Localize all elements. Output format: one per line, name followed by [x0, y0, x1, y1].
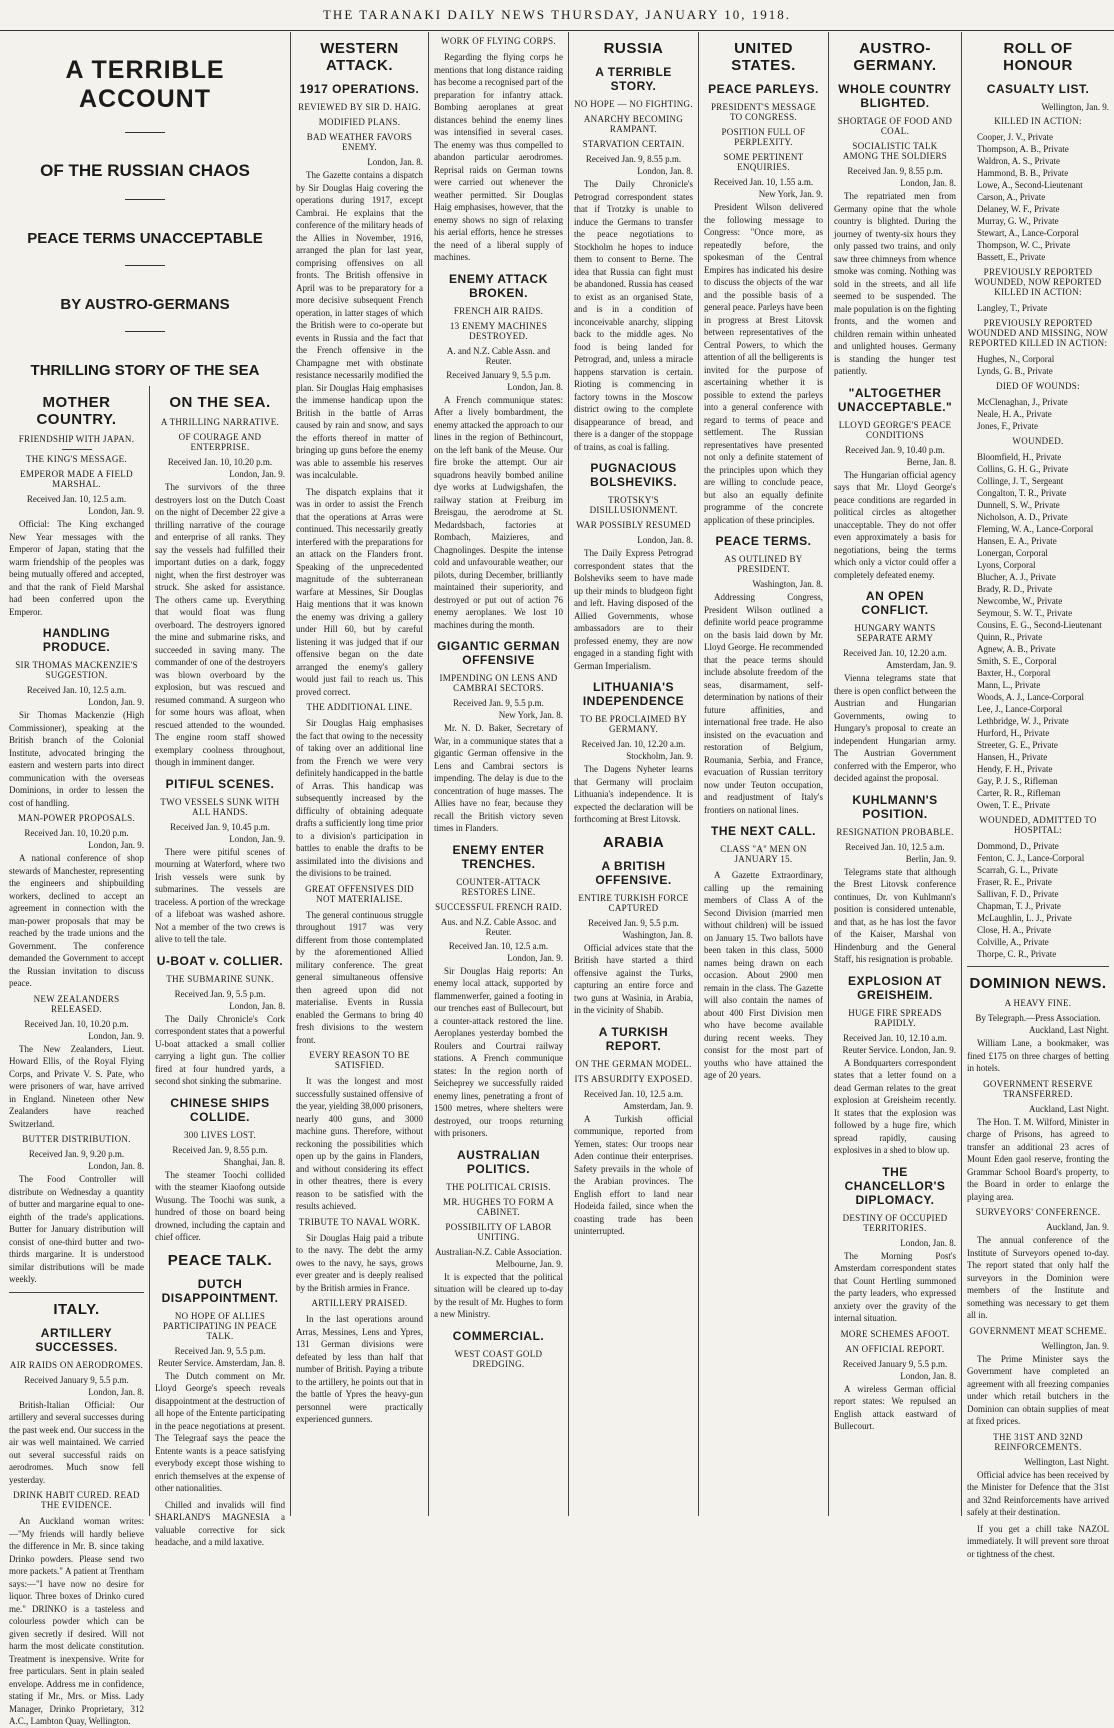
- place-line: Reuter Service. London, Jan. 9.: [842, 1044, 956, 1055]
- article-text: The New Zealanders, Lieut. Howard Ellis, of the Royal Flying Corps, and Private V. S. Pate, who were prisoners of war, have arrived in England. Nineteen other New Zealanders have reached Switzerland.: [9, 1043, 144, 1129]
- casualty-name: Carson, A., Private: [977, 192, 1046, 202]
- subheading: IMPENDING ON LENS AND CAMBRAI SECTORS.: [439, 673, 558, 693]
- dateline: Received January 9, 5.5 p.m.: [842, 1358, 948, 1369]
- names-list: [967, 131, 1109, 263]
- casualty-name: Hendy, F. H., Private: [977, 764, 1053, 774]
- article-text: Addressing Congress, President Wilson outlined a definite world peace programme on the basis laid down by Mr. Lloyd George. He recommended that the peace terms should include absolute freedom of the seas, disarmament, self-determination by nations of their future affinities, and international free trade. He also insisted on the evacuation and restoration of Belgium, Roumania, Serbia, and France, evacuation of Russian territory now under Teuton occupation, and readjustment of Italy's frontiers on national lines.: [704, 592, 823, 815]
- section-heading: CHINESE SHIPS COLLIDE.: [170, 1095, 270, 1124]
- article-text: Regarding the flying corps he mentions that long distance raiding has become a recognised part of the preparation for infantry attack. Bombing aeroplanes at great distances behind the enemy lines was intensified in several cases. The enemy was thus compelled to abandon particular aerodromes. Reprisal raids on German towns were carried out whenever the weather permitted. Sir Douglas Haig emphasises, however, that the enemy shows no sign of relaxing his aerial efforts, hence he stresses the need of a liberal supply of machines.: [434, 52, 563, 262]
- place-line: Amsterdam, Jan. 9.: [623, 1100, 693, 1111]
- subheading: AN OFFICIAL REPORT.: [845, 1343, 945, 1354]
- casualty-name: Gay, P. J. S., Rifleman: [977, 776, 1058, 786]
- subheading: GOVERNMENT RESERVE TRANSFERRED.: [983, 1078, 1093, 1099]
- casualty-name: Carter, R. R., Rifleman: [977, 788, 1061, 798]
- place-line: Washington, Jan. 8.: [622, 929, 693, 940]
- place-line: Auckland, Last Night.: [1029, 1025, 1109, 1035]
- casualty-name: Blucher, A. J., Private: [977, 572, 1056, 582]
- section-heading: ROLL OF HONOUR: [1003, 40, 1073, 74]
- casualty-name: Stewart, A., Lance-Corporal: [977, 228, 1079, 238]
- casualty-name: Jones, F., Private: [977, 421, 1039, 431]
- article-text: The Daily Chronicle's Petrograd correspondent states that if Trotzky is unable to induce the Germans to transfer the peace negotiations to Stockholm he hopes to induce them to consent to Berne. The idea that Russia can fight must be abandoned. Russia has ceased to exist as an organised State, and is in a condition of inconceivable anarchy, slipping back to the middle ages. No food is being landed for Petrograd, and, unless a miracle happens starvation is certain. Rioting is commencing in factory towns in the Moscow district owing to the complete disappearance of bread, and there is a danger of the stoppage of trains, as coal is falling.: [574, 179, 693, 452]
- advert-text: Chilled and invalids will find SHARLAND'S MAGNESIA a valuable corrective for sick headache, and a mild laxative.: [155, 1499, 285, 1547]
- subheading: SHORTAGE OF FOOD AND COAL.: [837, 116, 953, 136]
- subheading: BAD WEATHER FAVORS ENEMY.: [306, 132, 413, 152]
- place-line: London, Jan. 9.: [88, 506, 144, 516]
- subheading: AS OUTLINED BY PRESIDENT.: [724, 554, 803, 574]
- casualty-name: Thorpe, C. R., Private: [977, 949, 1057, 959]
- subheading: HUNGARY WANTS SEPARATE ARMY: [854, 623, 936, 643]
- subheading: AIR RAIDS ON AERODROMES.: [9, 1359, 144, 1370]
- column-russia: [568, 32, 698, 1516]
- article-text: A French communique states: After a lively bombardment, the enemy attacked the approach to our lines in the region of Bethincourt, on the left bank of the Meuse. Our fire broke the attempt. Our air squadrons heavily bombed aniline dye works at Ludwigshafen, the railway station at Freiburg im Breisgau, the aerodrome at St. Medardsbach, factories at Rombach, Maizieres, and Chagnolinges. Despite the intense cold and unfavourable weather, our pilots, during December, brilliantly maintained their superiority, and destroyed or put out of action 76 enemy aeroplanes. We lost 10 machines during the month.: [434, 394, 563, 630]
- subheading: POSITION FULL OF PERPLEXITY.: [721, 127, 806, 147]
- place-line: London, Jan. 9.: [88, 1030, 144, 1041]
- headline-3: PEACE TERMS UNACCEPTABLE: [27, 230, 263, 247]
- place-line: London, Jan. 9.: [507, 952, 563, 963]
- section-heading: "ALTOGETHER UNACCEPTABLE.": [837, 385, 953, 414]
- column-united-states: [698, 32, 828, 1516]
- section-heading: UNITED STATES.: [731, 40, 796, 74]
- subheading: THE POLITICAL CRISIS.: [446, 1181, 551, 1192]
- section-heading: A BRITISH OFFENSIVE.: [595, 858, 672, 887]
- casualty-name: Thompson, W. C., Private: [977, 240, 1071, 250]
- column-on-the-sea: [149, 386, 290, 1547]
- place-line: London, Jan. 9.: [88, 840, 144, 850]
- subheading: KILLED IN ACTION:: [994, 116, 1082, 126]
- subheading: MAN-POWER PROPOSALS.: [17, 813, 136, 823]
- place-line: London, Jan. 8.: [367, 157, 423, 167]
- place-line: New York, Jan. 8.: [498, 710, 563, 720]
- casualty-name: McClenaghan, J., Private: [977, 397, 1068, 407]
- subheading: THE 31ST AND 32ND REINFORCEMENTS.: [993, 1431, 1083, 1452]
- casualty-name: Hammond, B. B., Private: [977, 168, 1069, 178]
- subheading: ITS ABSURDITY EXPOSED.: [574, 1073, 693, 1084]
- casualty-name: Mann, L., Private: [977, 680, 1041, 690]
- column-western-attack: [290, 32, 428, 1516]
- section-heading: THE NEXT CALL.: [711, 824, 816, 838]
- article-text: The general continuous struggle throughout 1917 was very different from those contemplated by the aforementioned Allied military conference. The great general simultaneous offensive then agreed upon did not materialise. Events in Russia enabled the Germans to bring 40 fresh divisions to the western front.: [296, 909, 423, 1045]
- subheading: GREAT OFFENSIVES DID NOT MATERIALISE.: [305, 883, 414, 904]
- section-heading: LITHUANIA'S INDEPENDENCE: [582, 680, 685, 708]
- subheading: MODIFIED PLANS.: [318, 117, 401, 127]
- casualty-name: Lonergan, Corporal: [977, 548, 1048, 558]
- names-list: [967, 840, 1109, 960]
- dateline: Received Jan. 9, 10.40 p.m.: [845, 444, 945, 455]
- subheading: WEST COAST GOLD DREDGING.: [454, 1348, 543, 1369]
- place-line: London, Jan. 9.: [229, 833, 285, 844]
- subheading: 13 ENEMY MACHINES DESTROYED.: [449, 320, 548, 341]
- article-text: Sir Douglas Haig reports: An enemy local attack, supported by flammenwerfer, gained a footing in our trenches east of Bullecourt, but a counter-attack restored the line. Aeroplanes yesterday bombed the Roulers and Courtrai railway stations. A French communique states: In the region north of Seicheprey we successfully raided enemy lines, penetrating a front of 1500 metres, where shelters were destroyed, our troops returning with prisoners.: [434, 965, 563, 1138]
- subheading: SUCCESSFUL FRENCH RAID.: [435, 901, 562, 912]
- dateline: Received Jan. 10, 12.5 a.m.: [845, 841, 945, 852]
- dateline: Received Jan. 10, 12.5 a.m.: [448, 940, 549, 951]
- subheading: MORE SCHEMES AFOOT.: [840, 1328, 950, 1339]
- casualty-name: Lee, J., Lance-Corporal: [977, 704, 1063, 714]
- casualty-name: Scarrah, G. L., Private: [977, 865, 1058, 875]
- section-heading: DOMINION NEWS.: [969, 975, 1107, 992]
- casualty-name: Lowe, A., Second-Lieutenant: [977, 180, 1083, 190]
- names-list: [967, 353, 1109, 377]
- place-line: London, Jan. 8.: [637, 166, 693, 176]
- article-text: British-Italian Official: Our artillery and several successes during the past week end. Our success in the air was well maintained. We carried out several successful raids on aerodromes. Much snow fell yesterday.: [9, 1399, 144, 1485]
- casualty-name: Baxter, H., Corporal: [977, 668, 1051, 678]
- subheading: HUGE FIRE SPREADS RAPIDLY.: [848, 1007, 942, 1028]
- section-heading: GIGANTIC GERMAN OFFENSIVE: [437, 639, 560, 667]
- subheading: SOCIALISTIC TALK AMONG THE SOLDIERS: [842, 141, 948, 161]
- section-heading: CASUALTY LIST.: [986, 82, 1090, 96]
- place-line: Auckland, Jan. 9.: [1046, 1222, 1109, 1232]
- place-line: Reuter Service. Amsterdam, Jan. 8.: [158, 1357, 285, 1368]
- section-heading: PEACE TERMS.: [715, 534, 812, 548]
- place-line: New York, Jan. 9.: [758, 189, 823, 199]
- subheading: PREVIOUSLY REPORTED WOUNDED, NOW REPORTED KILLED IN ACTION:: [974, 267, 1102, 297]
- subheading: FRENCH AIR RAIDS.: [453, 305, 544, 316]
- casualty-name: Close, H. A., Private: [977, 925, 1052, 935]
- article-text: President Wilson delivered the following message to Congress: "Once more, as repeatedly before, the spokesman of the Central Empires has indicated his desire to discuss the objects of the war and the possible basis of a general peace. Parleys have been in progress at Brest Litovsk between representatives of the Central Powers, to which the attention of all the belligerents is invited for the purpose of ascertaining whether it is possible to extend the parleys into a general conference with regard to terms of peace and settlement. The Russian representatives have presented not only a definite statement of the principles upon which they are willing to conclude peace, but also an equally definite programme of the concrete application of these principles.: [704, 202, 823, 525]
- dateline: Received Jan. 9, 8.55 p.m.: [172, 1144, 268, 1155]
- place-line: London, Jan. 8.: [637, 535, 693, 545]
- dateline: Received Jan. 10, 1.55 a.m.: [713, 177, 814, 187]
- section-heading: COMMERCIAL.: [452, 1328, 545, 1343]
- subheading: THE ADDITIONAL LINE.: [306, 702, 413, 712]
- article-text: The Food Controller will distribute on Wednesday a quantity of butter and margarine equal to one-eighth of the trade's applications. Butter for January distribution will consist of one-third butter and two-thirds margarine. It is understood similar distributions will be made weekly.: [9, 1174, 144, 1284]
- subheading: GOVERNMENT MEAT SCHEME.: [969, 1325, 1107, 1336]
- casualty-name: Dommond, D., Private: [977, 841, 1059, 851]
- casualty-name: Langley, T., Private: [977, 303, 1048, 313]
- names-list: [967, 396, 1109, 432]
- section-heading: ENEMY ATTACK BROKEN.: [449, 271, 548, 300]
- subheading: ANARCHY BECOMING RAMPANT.: [583, 114, 684, 134]
- article-text: In the last operations around Arras, Messines, Lens and Ypres, 131 German divisions were defeated by less than half that number of British. Paying a tribute to the artillery, he points out that in the battle of Ypres the heavy-gun personnel were practically experienced gunners.: [296, 1314, 423, 1424]
- subheading: A THRILLING NARRATIVE.: [160, 417, 280, 427]
- names-list: [967, 302, 1109, 314]
- section-heading: ARABIA: [602, 833, 665, 851]
- place-line: London, Jan. 9.: [88, 697, 144, 707]
- article-text: A Bondquarters correspondent states that a letter found on a dead German relates to the great explosion at Greisheim recently. It states that the explosion was followed by a huge fire, which spread rapidly, causing explosives in a shed to blow up.: [834, 1057, 956, 1155]
- article-text: Official: The King exchanged New Year messages with the Emperor of Japan, stating that the warm friendship of the peoples was being mutually offered and accepted, and that the rank of Field Marshal had been conferred upon the Emperor.: [9, 519, 144, 617]
- subheading: EMPEROR MADE A FIELD MARSHAL.: [20, 469, 133, 489]
- subheading: WOUNDED, ADMITTED TO HOSPITAL:: [979, 815, 1097, 835]
- casualty-name: Cooper, J. V., Private: [977, 132, 1054, 142]
- article-text: The Gazette contains a dispatch by Sir Douglas Haig covering the operations during 1917, except Cambrai. He explains that the conference of the military heads of the Allies in November, 1916, arranged the plan for last year, comprising offensives on all fronts. The British offensive in April was to be preparatory for a more decisive subsequent French operation, in latter stages of which the British were to co-operate but events in Russia and the fact that the French offensive in the Champagne met with obstinate resistance necessarily modified the plan. Sir Douglas Haig emphasises the immense handicap upon the British in the battle of Arras caused by rain and snow, and says the efforts thereof in matter of bringing up guns before the enemy was able to assemble his reserves was incalculable.: [296, 170, 423, 480]
- casualty-name: Waldron, A. S., Private: [977, 156, 1061, 166]
- subheading: REVIEWED BY SIR D. HAIG.: [298, 102, 421, 112]
- casualty-name: Collins, G. H. G., Private: [977, 464, 1069, 474]
- article-text: A Turkish official communique, reported from Yemen, states: Our troops near Aden continue their enterprises. Safety prevails in the whole of the Arabian provinces. The English effort to land near Hodeida failed, since when the coasting trade has been uninterrupted.: [574, 1113, 693, 1236]
- casualty-name: Hansen, E. A., Private: [977, 536, 1057, 546]
- dateline: Received Jan. 9, 5.5 p.m.: [174, 1345, 266, 1356]
- credit-line: Australian-N.Z. Cable Association.: [435, 1246, 562, 1257]
- article-text: The survivors of the three destroyers lost on the Dutch Coast on the night of December 22 give a thrilling narrative of the courage and enterprise of all ranks. They say the vessels had fulfilled their important duties on a dark, foggy night, when the first destroyer was struck. She asked for assistance. The others came up. Everything that would float was flung overboard. The destroyers ignored the mine and submarine risks, and succeeded in saving many. The commander of one of the destroyers was blown overboard by the explosion, but was rescued and resumed command. A surgeon who for some hours was afloat, when rescued attended to the wounded. The engine room staff showed exemplary coolness throughout, though in imminent danger.: [155, 482, 285, 767]
- dateline: Received Jan. 10, 12.5 a.m.: [26, 685, 127, 695]
- subheading: MR. HUGHES TO FORM A CABINET.: [443, 1196, 554, 1217]
- article-text: William Lane, a bookmaker, was fined £175 on three charges of betting in hotels.: [967, 1038, 1109, 1073]
- dateline: Received January 9, 5.5 p.m.: [24, 1374, 129, 1385]
- casualty-name: Hughes, N., Corporal: [977, 354, 1055, 364]
- section-heading: ON THE SEA.: [169, 394, 271, 411]
- section-heading: PITIFUL SCENES.: [165, 776, 275, 791]
- casualty-name: Cousins, E. G., Second-Lieutenant: [977, 620, 1102, 630]
- dateline: Received Jan. 9, 8.55 p.m.: [847, 166, 943, 176]
- subheading: DIED OF WOUNDS:: [996, 381, 1080, 391]
- article-text: Official advices state that the British have started a third offensive against the Turks, capturing an entire force and two guns at Wasinia, in Arabia, in the vicinity of Shabib.: [574, 942, 693, 1015]
- place-line: Wellington, Jan. 9.: [1041, 1340, 1109, 1351]
- place-line: Wellington, Jan. 9.: [1041, 102, 1109, 112]
- subheading: RESIGNATION PROBABLE.: [836, 826, 954, 837]
- dateline: Received Jan. 10, 10.20 p.m.: [167, 457, 273, 467]
- section-heading: RUSSIA: [603, 40, 664, 57]
- section-heading: AUSTRO-GERMANY.: [853, 40, 937, 74]
- article-text: It is expected that the political situation will be cleared up to-day by the result of Mr. Hughes to form a new Ministry.: [434, 1271, 563, 1319]
- section-heading: PEACE TALK.: [167, 1251, 273, 1269]
- section-heading: U-BOAT v. COLLIER.: [156, 953, 284, 968]
- subheading: DESTINY OF OCCUPIED TERRITORIES.: [842, 1212, 948, 1233]
- subheading: THE SUBMARINE SUNK.: [166, 973, 274, 984]
- article-text: The Morning Post's Amsterdam correspondent states that Count Hertling summoned the party leaders, who expressed anxiety over the gravity of the internal situation.: [834, 1250, 956, 1323]
- casualty-name: Hansen, H., Private: [977, 752, 1048, 762]
- subheading: CLASS "A" MEN ON JANUARY 15.: [720, 844, 807, 864]
- casualty-name: Fenton, C. J., Lance-Corporal: [977, 853, 1085, 863]
- article-text: The Dagens Nyheter learns that Germany will proclaim Lithuania's independence. It is expected the declaration will be forthcoming at Brest Litovsk.: [574, 764, 693, 824]
- subheading: NO HOPE OF ALLIES PARTICIPATING IN PEACE TALK.: [163, 1310, 277, 1341]
- casualty-name: Lethbridge, W. J., Private: [977, 716, 1069, 726]
- section-heading: A TURKISH REPORT.: [598, 1024, 669, 1053]
- dateline: Received Jan. 10, 12.20 a.m.: [843, 648, 947, 658]
- section-heading: ITALY.: [53, 1300, 100, 1318]
- place-line: Wellington, Last Night.: [1024, 1456, 1109, 1467]
- subheading: EVERY REASON TO BE SATISFIED.: [309, 1050, 410, 1070]
- section-heading: WHOLE COUNTRY BLIGHTED.: [838, 82, 952, 110]
- article-text: The steamer Toochi collided with the steamer Kiaofong outside Wusung. The Toochi was sunk, a hundred of those on board being drowned, including the captain and chief officer.: [155, 1169, 285, 1242]
- place-line: London, Jan. 8.: [900, 1370, 956, 1381]
- article-text: The Prime Minister says the Government have completed an agreement with all freezing companies under which retail butchers in the Dominion can obtain supplies of meat at fixed prices.: [967, 1353, 1109, 1426]
- dateline: Received Jan. 10, 12.20 a.m.: [581, 739, 686, 749]
- casualty-name: Congalton, T. R., Private: [977, 488, 1067, 498]
- casualty-name: Chapman, T. J., Private: [977, 901, 1061, 911]
- article-text: A national conference of shop stewards of Manchester, representing the engineers and shipbuilding workers, declined to accept an agreement in connection with the man-power proposals that may be reached by the trade unions and the Government. The conference demanded the Government to accept the Russian invitation to discuss peace.: [9, 853, 144, 988]
- casualty-name: Lyons, Corporal: [977, 560, 1036, 570]
- column-austro-germany: [828, 32, 961, 1516]
- place-line: Shanghai, Jan. 8.: [223, 1156, 285, 1167]
- place-line: London, Jan. 8.: [507, 381, 563, 392]
- casualty-name: Newcombe, W., Private: [977, 596, 1063, 606]
- place-line: London, Jan. 8.: [88, 1161, 144, 1171]
- lead-headline: [4, 32, 286, 382]
- article-text: Sir Douglas Haig paid a tribute to the navy. The debt the army owes to the navy, he says, grows ever greater and is deeply realised by the British armies in France.: [296, 1232, 423, 1293]
- headline-5: THRILLING STORY OF THE SEA: [30, 362, 260, 379]
- place-line: Melbourne, Jan. 9.: [495, 1258, 563, 1269]
- subheading: LLOYD GEORGE'S PEACE CONDITIONS: [838, 419, 952, 440]
- place-line: Stockholm, Jan. 9.: [626, 751, 693, 761]
- subheading: THE KING'S MESSAGE.: [25, 454, 128, 464]
- dateline: Received Jan. 10, 10.20 p.m.: [24, 828, 129, 838]
- section-heading: A TERRIBLE STORY.: [595, 65, 672, 93]
- subheading: PREVIOUSLY REPORTED WOUNDED AND MISSING, NOW REPORTED KILLED IN ACTION:: [967, 318, 1109, 348]
- section-heading: WESTERN ATTACK.: [320, 40, 399, 74]
- article-text: Sir Douglas Haig emphasises the fact that owing to the necessity of taking over an additional line from the French we were very definitely handicapped in the battle of Arras. This handicap was subsequently increased by the difficulty of obtaining adequate drafts a sufficiently long time prior to a division's participation in battles to enable the drafts to be assimilated into the divisions and the divisions to be trained.: [296, 718, 423, 878]
- article-text: It was the longest and most successfully sustained offensive of the year, yielding 38,000 prisoners, nearly 400 guns, and 3000 machine guns. Therefore, without reckoning the possibilities which open up by the gains in Flanders, and without considering its effect in other theatres, there is every reason to be satisfied with the results achieved.: [296, 1076, 423, 1211]
- headline-main: A TERRIBLE ACCOUNT: [65, 56, 225, 113]
- casualty-name: Owen, T. E., Private: [977, 800, 1050, 810]
- advert-text: If you get a chill take NAZOL immediately. It will prevent sore throat or tightness of the chest.: [967, 1523, 1109, 1559]
- dateline: Received Jan. 10, 12.5 a.m.: [26, 494, 127, 504]
- subheading: WAR POSSIBLY RESUMED: [576, 520, 691, 530]
- subheading: NO HOPE — NO FIGHTING.: [574, 99, 693, 109]
- subheading: WORK OF FLYING CORPS.: [441, 36, 556, 46]
- place-line: London, Jan. 8.: [88, 1386, 144, 1397]
- subheading: ENTIRE TURKISH FORCE CAPTURED: [578, 892, 689, 913]
- place-line: London, Jan. 8.: [900, 1237, 956, 1248]
- subheading: COUNTER-ATTACK RESTORES LINE.: [456, 876, 541, 897]
- place-line: Amsterdam, Jan. 9.: [886, 660, 956, 670]
- casualty-name: Agnew, A. B., Private: [977, 644, 1056, 654]
- subheading: SIR THOMAS MACKENZIE'S SUGGESTION.: [15, 660, 138, 680]
- section-heading: PEACE PARLEYS.: [708, 82, 819, 96]
- place-line: Washington, Jan. 8.: [752, 579, 823, 589]
- casualty-name: Lynds, G. B., Private: [977, 366, 1053, 376]
- article-text: The Daily Chronicle's Cork correspondent states that a powerful U-boat attacked a small collier carrying a light gun. The collier fired at four hundred yards, a second shot sinking the submarine.: [155, 1013, 285, 1086]
- casualty-name: Murray, G. W., Private: [977, 216, 1059, 226]
- casualty-name: Bassett, E., Private: [977, 252, 1046, 262]
- casualty-name: McLaughlin, L. J., Private: [977, 913, 1072, 923]
- subheading: PRESIDENT'S MESSAGE TO CONGRESS.: [710, 102, 817, 122]
- casualty-name: Nicholson, A. D., Private: [977, 512, 1068, 522]
- article-text: The repatriated men from Germany opine that the whole country is blighted. During the journey of twenty-six hours they only passed two trains, and only saw three chimneys from whence smoke was coming. Nothing was sold in the streets, and all life seemed to be suspended. The male population is on the fighting fronts, and the women and children remain within unheated and unlighted houses. Germany is standing the hunger test patiently.: [834, 191, 956, 376]
- section-heading: MOTHER COUNTRY.: [36, 394, 117, 428]
- subheading: TWO VESSELS SUNK WITH ALL HANDS.: [160, 796, 280, 817]
- section-heading: AN OPEN CONFLICT.: [861, 589, 929, 617]
- dateline: Received January 9, 5.5 p.m.: [446, 369, 551, 380]
- place-line: Berne, Jan. 8.: [906, 456, 956, 467]
- casualty-name: Bloomfield, H., Private: [977, 452, 1062, 462]
- dateline: Received Jan. 10, 12.10 a.m.: [843, 1032, 947, 1043]
- article-text: A wireless German official report states: We repulsed an English attack eastward of Bullecourt.: [834, 1383, 956, 1431]
- subheading: TRIBUTE TO NAVAL WORK.: [298, 1216, 421, 1227]
- credit-line: Aus. and N.Z. Cable Assoc. and Reuter.: [440, 916, 557, 937]
- dateline: Received Jan. 9, 9.20 p.m.: [28, 1149, 125, 1159]
- subheading: 300 LIVES LOST.: [183, 1129, 257, 1140]
- place-line: London, Jan. 8.: [229, 1000, 285, 1011]
- casualty-name: Thompson, A. B., Private: [977, 144, 1069, 154]
- casualty-name: Quinn, R., Private: [977, 632, 1043, 642]
- column-roll-of-honour: [961, 32, 1114, 1559]
- casualty-name: Sallivan, F. D., Private: [977, 889, 1059, 899]
- casualty-name: Seymour, S. W. T., Private: [977, 608, 1073, 618]
- dateline: Received Jan. 9, 8.55 p.m.: [585, 154, 682, 164]
- subheading: SURVEYORS' CONFERENCE.: [975, 1207, 1101, 1217]
- section-heading: 1917 OPERATIONS.: [299, 82, 420, 96]
- headline-4: BY AUSTRO-GERMANS: [60, 296, 230, 313]
- article-text: Sir Thomas Mackenzie (High Commissioner), speaking at the British branch of the Colonial Institute, advocated bringing the eastern and western parts into direct communication with the overseas Dominions, in order to lessen the cost of handling.: [9, 710, 144, 808]
- headline-2: OF THE RUSSIAN CHAOS: [40, 161, 250, 180]
- casualty-name: Dunnell, S. W., Private: [977, 500, 1060, 510]
- casualty-name: Woods, A. J., Lance-Corporal: [977, 692, 1085, 702]
- dateline: Received Jan. 9, 5.5 p.m.: [174, 988, 266, 999]
- subheading: OF COURAGE AND ENTERPRISE.: [178, 432, 262, 452]
- casualty-name: Neale, H. A., Private: [977, 409, 1052, 419]
- casualty-name: Colville, A., Private: [977, 937, 1049, 947]
- section-heading: DUTCH DISAPPOINTMENT.: [161, 1276, 279, 1305]
- casualty-name: Collinge, J. T., Sergeant: [977, 476, 1064, 486]
- article-text: Telegrams state that although the Brest Litovsk conference continues, Dr. von Kuhlmann's position is considered untenable, and that, as he has lost the favor of the Kaiser, Marshal von Hindenburg and the General Staff, his resignation is probable.: [834, 866, 956, 964]
- place-line: London, Jan. 9.: [229, 469, 285, 479]
- advert-text: An Auckland woman writes:—"My friends will hardly believe the difference in Mr. B. since taking Drinko powders. Please send two more packets." A patient at Trentham says:—"I have now no desire for liquor. Three boxes of Drinko cured me." DRINKO is a tasteless and colourless powder which can be given secretly if desired. Will not harm the most delicate constitution. Treatment is inexpensive. Write for free particulars. Sent in plain sealed envelope. Address me in confidence, stating if Mr., Mrs. or Miss. Lady Manager, Drinko Proprietary, 312 A.C., Lambton Quay, Wellington.: [9, 1516, 144, 1726]
- subheading: WOUNDED.: [1012, 436, 1064, 446]
- casualty-name: Hurford, H., Private: [977, 728, 1050, 738]
- casualty-name: Smith, S. E., Corporal: [977, 656, 1057, 666]
- dateline: Received Jan. 9, 5.5 p.m.: [588, 917, 679, 928]
- section-heading: EXPLOSION AT GREISHEIM.: [847, 973, 942, 1002]
- casualty-name: Streeter, G. E., Private: [977, 740, 1058, 750]
- subheading: TROTSKY'S DISILLUSIONMENT.: [589, 495, 678, 515]
- subheading: TO BE PROCLAIMED BY GERMANY.: [580, 714, 687, 734]
- credit-line: By Telegraph.—Press Association.: [975, 1013, 1101, 1023]
- casualty-name: Delaney, W. F., Private: [977, 204, 1060, 214]
- article-text: There were pitiful scenes of mourning at Waterford, where two Irish vessels were sunk by submarines. The vessels are traceless. A portion of the wreckage of a lifeboat was washed ashore. Not a member of the two crews is alive to tell the tale.: [155, 846, 285, 944]
- article-text: Mr. N. D. Baker, Secretary of War, in a communique states that a gigantic German offensive in the Lens and Cambrai sectors is impending. The delay is due to the concentration of huge masses. The Allies have no fear, because they recall the British victory seven times in Flanders.: [434, 723, 563, 833]
- subheading: ON THE GERMAN MODEL.: [575, 1058, 692, 1069]
- dateline: Received Jan. 9, 5.5 p.m.: [453, 698, 544, 708]
- article-text: The Hungarian official agency says that Mr. Lloyd George's peace conditions are regarded in political circles as altogether unacceptable. They do not offer even approximately a basis for negotiations, being the terms which only a victor could offer a completely defeated enemy.: [834, 469, 956, 580]
- subheading: NEW ZEALANDERS RELEASED.: [33, 993, 120, 1014]
- place-line: Auckland, Last Night.: [1029, 1103, 1109, 1114]
- article-text: The Dutch comment on Mr. Lloyd George's speech reveals disappointment at the destruction of all hope of the Entente participating in the peace negotiations at present. The Telegraaf says the peace the Entente wants is a peace satisfying everybody except those wishing to enrich themselves at the expense of other nationalities.: [155, 1370, 285, 1493]
- article-text: A Gazette Extraordinary, calling up the remaining members of Class A of the Second Division (married men without children) will be issued on January 15. Two ballots have been taken in this class, 5000 names being drawn on each occasion. About 2900 men remain in the class. The Gazette will also contain the names of about 400 First Division men who have become available during recent weeks. They consist for the most part of youths who have attained the age of 20 years.: [704, 870, 823, 1080]
- names-list: [967, 451, 1109, 811]
- article-text: The annual conference of the Institute of Surveyors opened to-day. The report stated that only half the surveyors in the Dominion were members of the Institute and something was necessary to get them all in.: [967, 1235, 1109, 1320]
- column-mother-country: [4, 386, 149, 1726]
- article-text: The dispatch explains that it was in order to assist the French that the operations at Arras were continued. This necessarily greatly interfered with the preparations for an attack on the Flanders front. Speaking of the unprecedented magnitude of the subterranean warfare at Messines, Sir Douglas Haig mentions that it was known the enemy was driving a gallery under Hill 60, but by careful listening it was judged that if our offensive began on the date arranged the enemy's gallery would just fail to reach us. This proved correct.: [296, 486, 423, 697]
- subheading: SOME PERTINENT ENQUIRIES.: [723, 152, 804, 172]
- dateline: Received Jan. 9, 10.45 p.m.: [170, 821, 270, 832]
- dateline: Received Jan. 10, 10.20 p.m.: [24, 1018, 129, 1029]
- article-text: Official advice has been received by the Minister for Defence that the 31st and 32nd Reinforcements have arrived safely at their destination.: [967, 1469, 1109, 1517]
- casualty-name: Brady, R. D., Private: [977, 584, 1053, 594]
- section-heading: ARTILLERY SUCCESSES.: [35, 1325, 118, 1354]
- subheading: FRIENDSHIP WITH JAPAN.: [18, 434, 135, 444]
- credit-line: A. and N.Z. Cable Assn. and Reuter.: [446, 345, 551, 366]
- place-line: London, Jan. 8.: [900, 178, 956, 188]
- section-heading: HANDLING PRODUCE.: [42, 626, 111, 654]
- dateline: Received Jan. 10, 12.5 a.m.: [583, 1088, 684, 1099]
- place-line: Berlin, Jan. 9.: [905, 853, 956, 864]
- article-text: Vienna telegrams state that there is open conflict between the Austrian and Hungarian Governments, owing to Hungary's proposal to create an independent Hungarian army. The Austrian Government conferred with the Emperor, who decided against the proposal.: [834, 673, 956, 783]
- casualty-name: Fraser, R. E., Private: [977, 877, 1052, 887]
- subheading: STARVATION CERTAIN.: [582, 139, 685, 149]
- section-heading: ENEMY ENTER TRENCHES.: [452, 842, 545, 871]
- masthead: THE TARANAKI DAILY NEWS THURSDAY, JANUARY 10, 1918.: [0, 0, 1114, 31]
- subheading: A HEAVY FINE.: [1004, 998, 1072, 1008]
- section-heading: THE CHANCELLOR'S DIPLOMACY.: [844, 1164, 946, 1207]
- article-text: The Hon. T. M. Wilford, Minister in charge of Prisons, has agreed to transfer an additional 23 acres of Mount Eden gaol reserve, fronting the Grammar School Board's property, to the Board in order to enlarge the playing area.: [967, 1116, 1109, 1202]
- casualty-name: Fleming, W. A., Lance-Corporal: [977, 524, 1094, 534]
- subheading: POSSIBILITY OF LABOR UNITING.: [445, 1221, 552, 1242]
- section-heading: AUSTRALIAN POLITICS.: [457, 1147, 540, 1176]
- section-heading: PUGNACIOUS BOLSHEVIKS.: [590, 461, 677, 489]
- subheading: BUTTER DISTRIBUTION.: [22, 1134, 131, 1144]
- subheading: ARTILLERY PRAISED.: [311, 1298, 408, 1308]
- advert-heading: DRINK HABIT CURED. READ THE EVIDENCE.: [13, 1490, 140, 1510]
- column-flying-corps: [428, 32, 568, 1516]
- article-text: The Daily Express Petrograd correspondent states that the Bolsheviks seem to have made up their minds to bludgeon fight and left. Having disposed of the Allied Governments, whose ambassadors are to their professed enemy, they are now engaged in a standing fight with German Imperialism.: [574, 548, 693, 671]
- section-heading: KUHLMANN'S POSITION.: [852, 792, 938, 821]
